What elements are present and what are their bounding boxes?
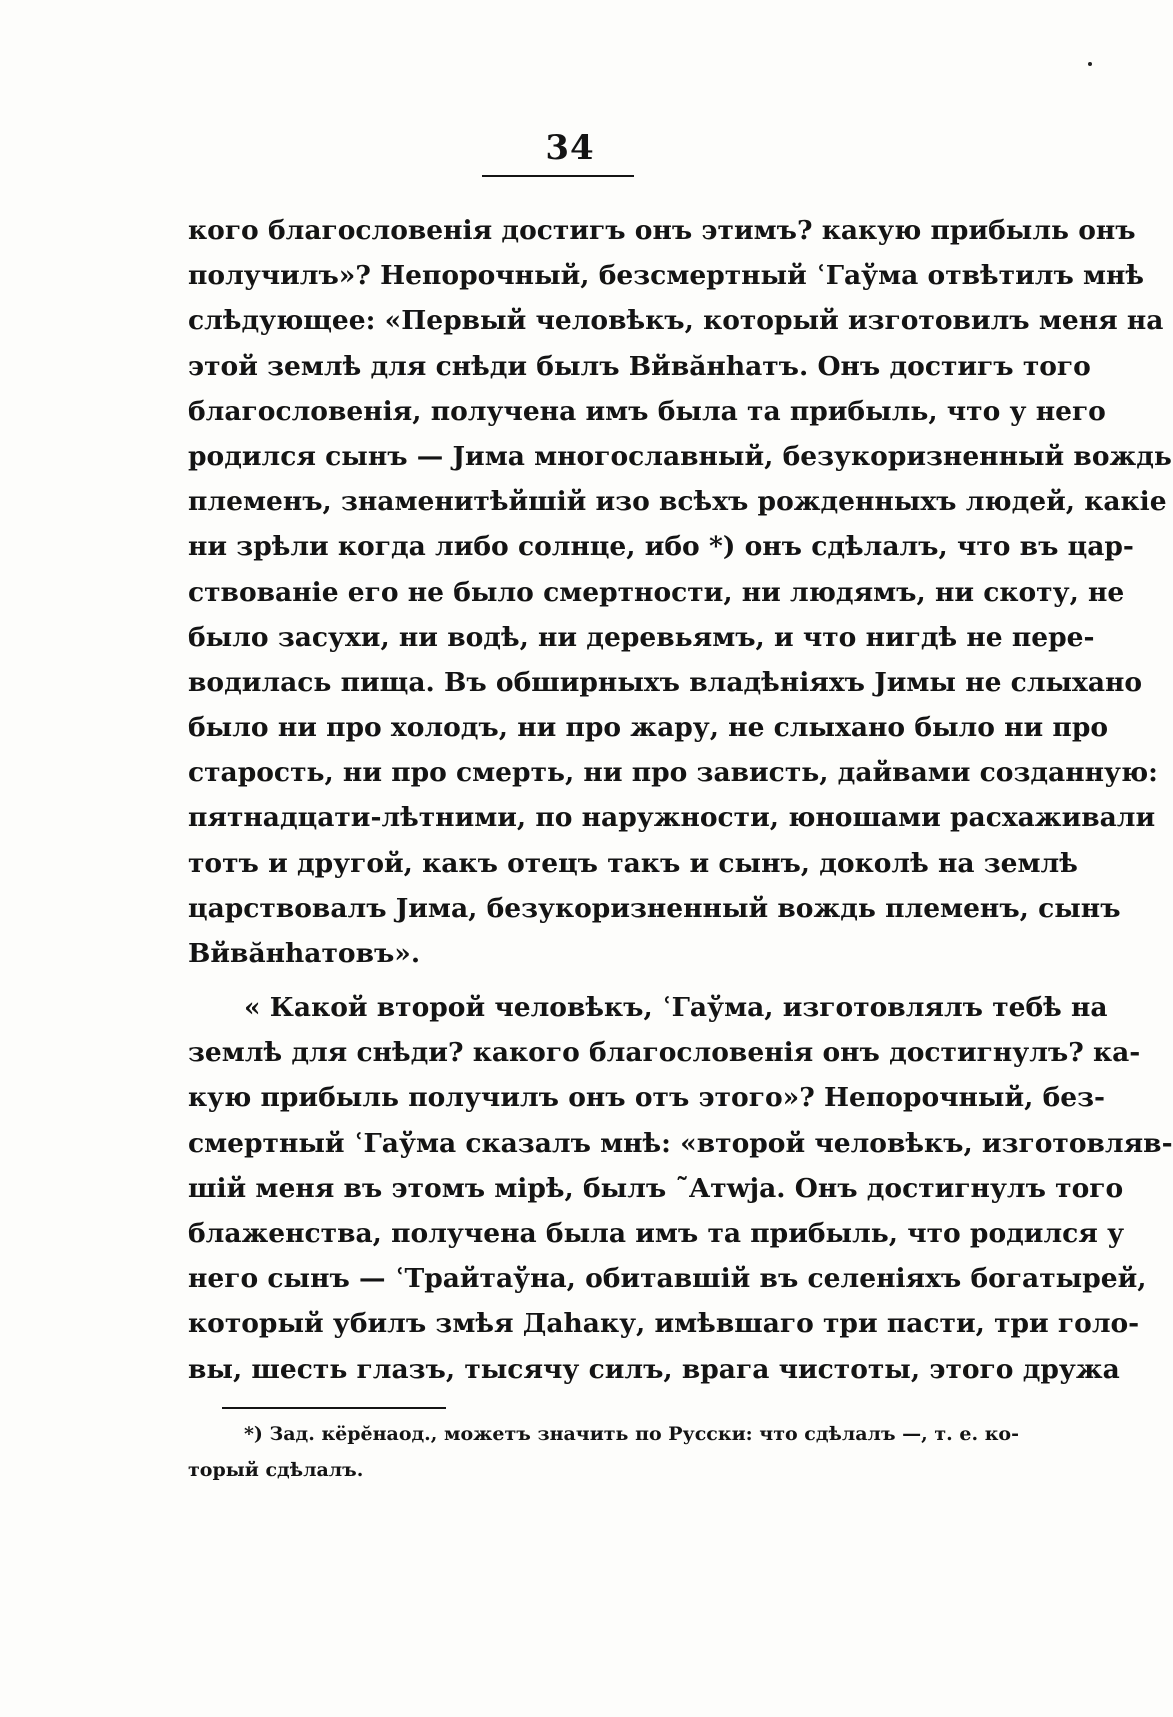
paragraph-1 bbox=[188, 208, 1172, 976]
paragraph-2 bbox=[188, 985, 1173, 1392]
text-line: было засухи, ни водѣ, ни деревьямъ, и что нигдѣ не пере- bbox=[188, 621, 1095, 653]
text-line: было ни про холодъ, ни про жару, не слыхано было ни про bbox=[188, 712, 1109, 744]
page-number: 34 bbox=[545, 128, 595, 168]
text-line: шій меня въ этомъ мірѣ, былъ ˜Атwја. Онъ достигнулъ того bbox=[188, 1172, 1124, 1204]
text-line: этой землѣ для снѣди былъ Вйвӑнhатъ. Онъ достигъ того bbox=[188, 350, 1091, 382]
text-line: ствованіе его не было смертности, ни людямъ, ни скоту, не bbox=[188, 576, 1125, 608]
text-line: землѣ для снѣди? какого благословенія онъ достигнулъ? ка- bbox=[188, 1037, 1141, 1069]
footnote bbox=[188, 1416, 1019, 1488]
text-line: Вйвӑнhатовъ». bbox=[188, 938, 421, 969]
text-line: тотъ и другой, какъ отецъ такъ и сынъ, доколѣ на землѣ bbox=[188, 847, 1078, 879]
text-line: слѣдующее: «Первый человѣкъ, который изготовилъ меня на bbox=[188, 305, 1164, 337]
footnote-line: *) Зад. кёрĕнаод., можетъ значить по Русски: что сдѣлалъ —, т. е. ко- bbox=[244, 1423, 1019, 1445]
text-line: племенъ, знаменитѣйшій изо всѣхъ рожденныхъ людей, какіе bbox=[188, 486, 1167, 518]
text-line: благословенія, получена имъ была та прибыль, что у него bbox=[188, 395, 1106, 427]
text-line: который убилъ змѣя Даhаку, имѣвшаго три пасти, три голо- bbox=[188, 1308, 1140, 1340]
text-line: царствовалъ Јима, безукоризненный вождь племенъ, сынъ bbox=[188, 892, 1121, 924]
text-line: водилась пища. Въ обширныхъ владѣніяхъ Јимы не слыхано bbox=[188, 666, 1143, 698]
text-line: получилъ»? Непорочный, безсмертный ʿГаўма отвѣтилъ мнѣ bbox=[188, 260, 1145, 292]
print-speck bbox=[1088, 62, 1092, 66]
text-line: пятнадцати-лѣтними, по наружности, юношами расхаживали bbox=[188, 802, 1156, 834]
text-line: ни зрѣли когда либо солнце, ибо *) онъ сдѣлалъ, что въ цар- bbox=[188, 531, 1134, 563]
text-line: кую прибыль получилъ онъ отъ этого»? Непорочный, без- bbox=[188, 1082, 1106, 1114]
footnote-line: торый сдѣлалъ. bbox=[188, 1459, 364, 1481]
text-line: него сынъ — ʿТрайтаўна, обитавшій въ селеніяхъ богатырей, bbox=[188, 1263, 1147, 1295]
header-rule bbox=[482, 175, 634, 177]
text-line: старость, ни про смерть, ни про зависть, дайвами созданную: bbox=[188, 757, 1158, 789]
text-line: блаженства, получена была имъ та прибыль, что родился у bbox=[188, 1217, 1125, 1249]
text-line: родился сынъ — Јима многославный, безукоризненный вождь bbox=[188, 440, 1172, 472]
text-line: смертный ʿГаўма сказалъ мнѣ: «второй человѣкъ, изготовляв- bbox=[188, 1127, 1173, 1159]
text-line: вы, шесть глазъ, тысячу силъ, врага чистоты, этого дружа bbox=[188, 1353, 1120, 1385]
text-line: « Какой второй человѣкъ, ʿГаўма, изготовлялъ тебѣ на bbox=[244, 992, 1108, 1023]
text-line: кого благословенія достигъ онъ этимъ? какую прибыль онъ bbox=[188, 215, 1136, 246]
footnote-rule bbox=[222, 1407, 446, 1409]
